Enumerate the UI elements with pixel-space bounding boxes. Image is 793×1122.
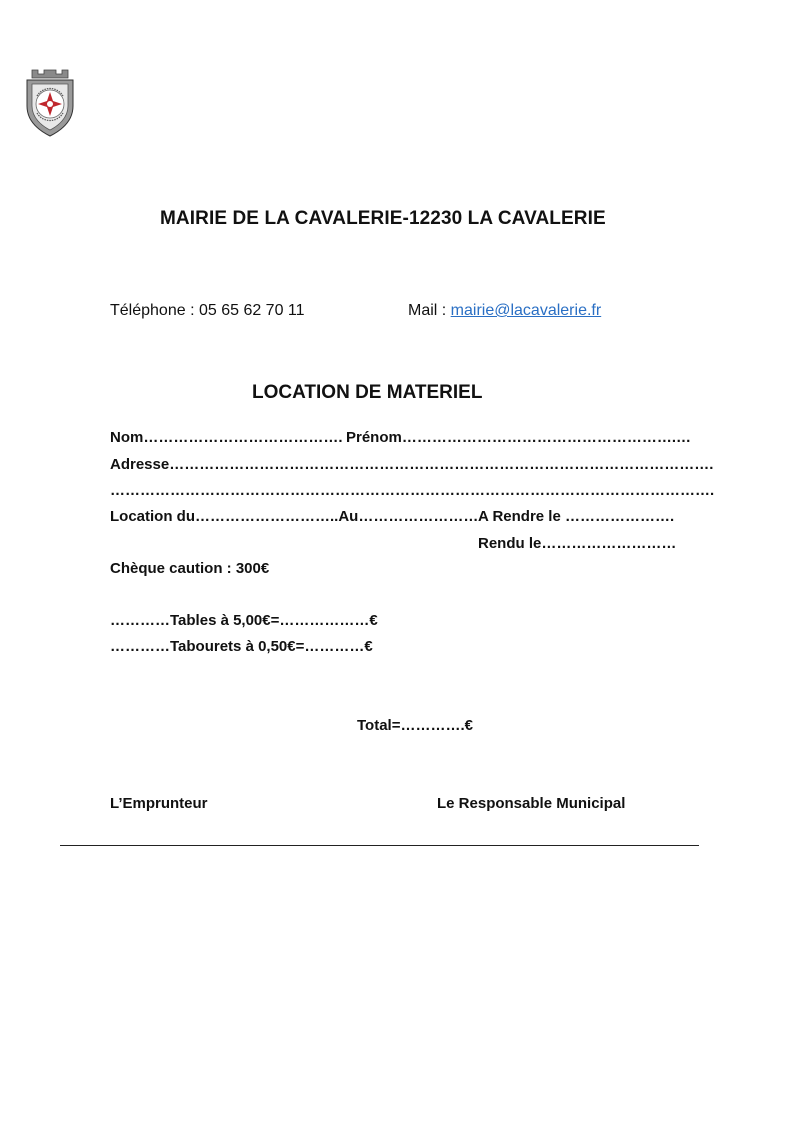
adresse-field: Adresse……………………………………………………………………………………………….	[110, 456, 714, 473]
tabourets-line: …………Tabourets à 0,50€=…………€	[110, 638, 373, 655]
responsable-signature-label: Le Responsable Municipal	[437, 795, 626, 812]
a-rendre-field: A Rendre le ………………….	[478, 508, 675, 525]
mail-contact	[408, 302, 601, 320]
prenom-field: Prénom……………………………………………….…	[346, 429, 692, 446]
phone-number: Téléphone : 05 65 62 70 11	[110, 302, 305, 319]
tables-line: …………Tables à 5,00€=………………€	[110, 612, 378, 629]
mairie-title: MAIRIE DE LA CAVALERIE-12230 LA CAVALERIE	[160, 208, 606, 229]
cheque-caution: Chèque caution : 300€	[110, 560, 270, 577]
mail-link[interactable]: mairie@lacavalerie.fr	[450, 302, 602, 319]
total-line: Total=………….€	[357, 717, 473, 734]
location-dates-field: Location du………………………..Au……………………	[110, 508, 479, 525]
municipal-crest-logo	[22, 68, 78, 138]
form-heading: LOCATION DE MATERIEL	[252, 382, 483, 403]
emprunteur-signature-label: L’Emprunteur	[110, 795, 208, 812]
rendu-field: Rendu le………………………	[478, 535, 677, 552]
nom-field: Nom………………………………….	[110, 429, 343, 446]
mail-label: Mail :	[408, 302, 451, 319]
bottom-divider	[60, 845, 699, 846]
adresse-continuation-field: ………………………………………………………………………………………………………….	[110, 482, 715, 499]
